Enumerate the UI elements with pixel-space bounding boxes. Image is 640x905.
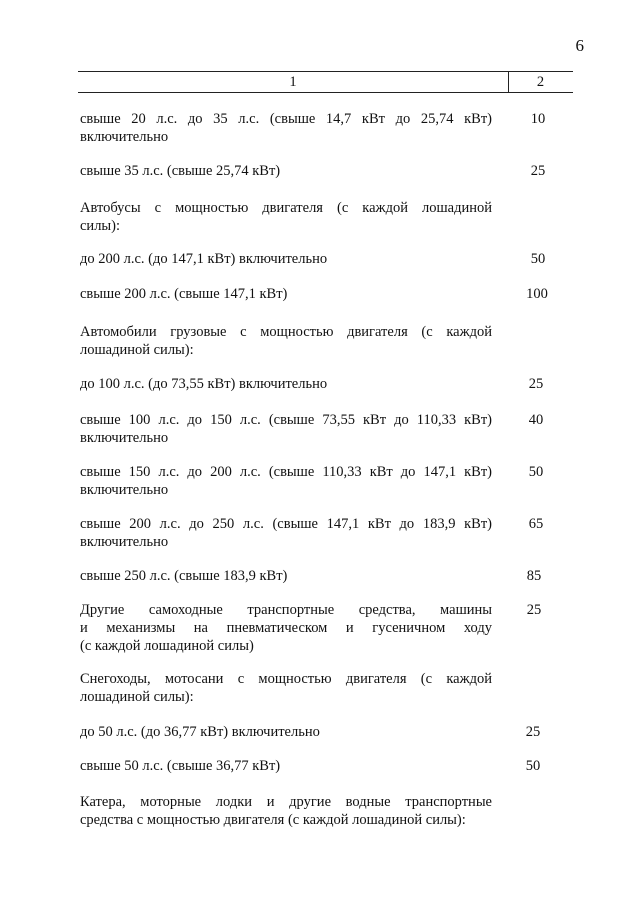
description-line: до 200 л.с. (до 147,1 кВт) включительно [80, 251, 328, 267]
row-description [80, 463, 492, 499]
row-description [80, 110, 492, 146]
description-line: включительно [80, 534, 169, 550]
description-line: лошадиной силы): [80, 689, 194, 705]
page-number: 6 [575, 36, 584, 55]
description-line: свыше 20 л.с. до 35 л.с. (свыше 14,7 кВт до 25,74 кВт) [80, 111, 492, 127]
description-line: свыше 200 л.с. до 250 л.с. (свыше 147,1 кВт до 183,9 кВт) [80, 516, 492, 532]
column-header-2: 2 [536, 74, 545, 90]
row-description [80, 162, 492, 180]
row-value: 25 [525, 724, 541, 740]
table-header-rule [78, 92, 573, 93]
row-description [80, 323, 492, 359]
row-value: 50 [528, 464, 544, 480]
description-line: Катера, моторные лодки и другие водные транспортные [80, 794, 492, 810]
description-line: силы): [80, 218, 121, 234]
row-description [80, 375, 492, 393]
row-value: 10 [530, 111, 546, 127]
row-value: 100 [526, 286, 548, 302]
row-value: 40 [528, 412, 544, 428]
table-top-rule [78, 71, 573, 72]
row-value: 65 [528, 516, 544, 532]
description-line: до 50 л.с. (до 36,77 кВт) включительно [80, 724, 320, 740]
description-line: свыше 200 л.с. (свыше 147,1 кВт) [80, 286, 288, 302]
row-value: 50 [525, 758, 541, 774]
row-description [80, 793, 492, 829]
row-description [80, 411, 492, 447]
description-line: Снегоходы, мотосани с мощностью двигателя (с каждой [80, 671, 492, 687]
description-line: (с каждой лошадиной силы) [80, 638, 254, 654]
description-line: включительно [80, 482, 169, 498]
description-line: свыше 50 л.с. (свыше 36,77 кВт) [80, 758, 281, 774]
description-line: Автобусы с мощностью двигателя (с каждой лошадиной [80, 200, 492, 216]
description-line: свыше 35 л.с. (свыше 25,74 кВт) [80, 163, 281, 179]
row-description [80, 670, 492, 706]
description-line: свыше 250 л.с. (свыше 183,9 кВт) [80, 568, 288, 584]
row-value: 50 [530, 251, 546, 267]
row-description [80, 601, 492, 655]
row-description [80, 567, 492, 585]
row-value: 25 [530, 163, 546, 179]
description-line: свыше 100 л.с. до 150 л.с. (свыше 73,55 кВт до 110,33 кВт) [80, 412, 492, 428]
description-line: Другие самоходные транспортные средства, машины [80, 602, 492, 618]
description-line: лошадиной силы): [80, 342, 194, 358]
description-line: включительно [80, 129, 169, 145]
column-header-1: 1 [289, 74, 297, 90]
row-description [80, 285, 492, 303]
row-description [80, 757, 492, 775]
description-line: включительно [80, 430, 169, 446]
row-description [80, 515, 492, 551]
description-line: и механизмы на пневматическом и гусеничном ходу [80, 620, 492, 636]
row-value: 25 [528, 376, 544, 392]
description-line: свыше 150 л.с. до 200 л.с. (свыше 110,33 кВт до 147,1 кВт) [80, 464, 492, 480]
description-line: средства с мощностью двигателя (с каждой лошадиной силы): [80, 812, 466, 828]
row-value: 85 [526, 568, 542, 584]
description-line: Автомобили грузовые с мощностью двигателя (с каждой [80, 324, 492, 340]
row-description [80, 723, 492, 741]
row-description [80, 250, 492, 268]
row-value: 25 [526, 602, 542, 618]
description-line: до 100 л.с. (до 73,55 кВт) включительно [80, 376, 328, 392]
row-description [80, 199, 492, 235]
